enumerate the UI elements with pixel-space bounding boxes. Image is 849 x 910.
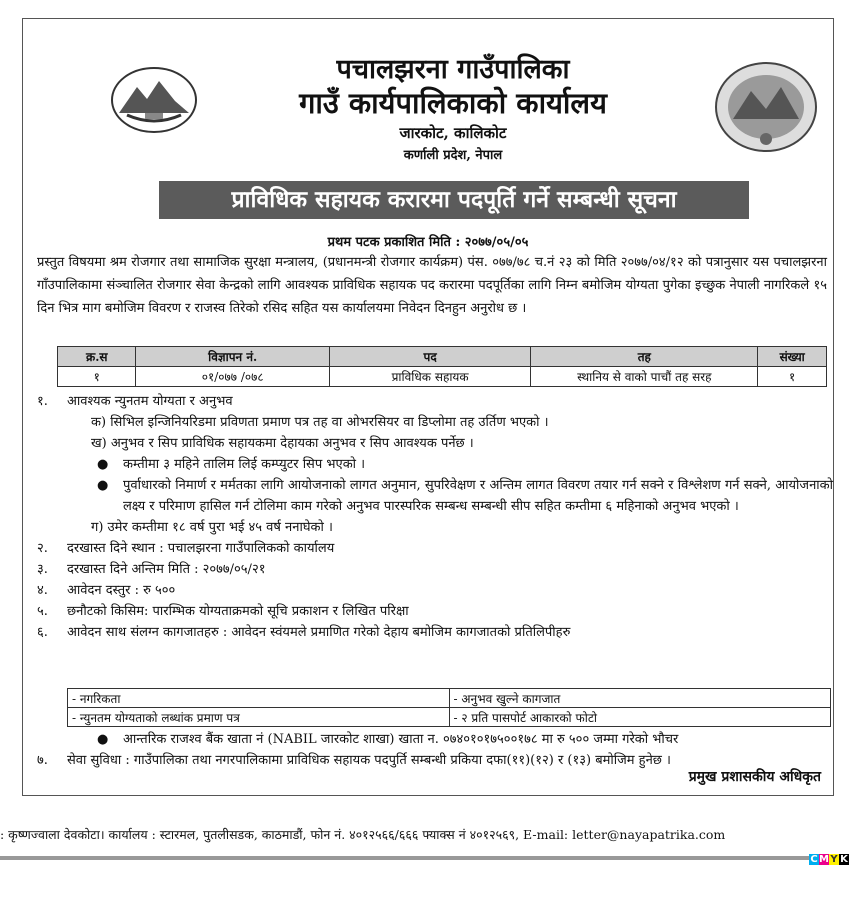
office-location: जारकोट, कालिकोट (399, 124, 507, 142)
footer-divider (0, 856, 849, 860)
table-row (68, 689, 831, 708)
item-number: ६. (37, 625, 48, 640)
cell-ad-number: ०१/०७७ /०७८ (136, 367, 329, 387)
documents-table (67, 688, 831, 727)
list-item (37, 559, 833, 580)
signature-title: प्रमुख प्रशासकीय अधिकृत (688, 769, 821, 785)
doc-cell: - नगरिकता (68, 689, 450, 708)
cmyk-c: C (810, 854, 818, 865)
item-text: आवश्यक न्युनतम योग्यता र अनुभव (67, 394, 233, 409)
table-row (68, 708, 831, 727)
cmyk-y: Y (830, 854, 838, 865)
col-count: संख्या (758, 347, 827, 367)
item-number: ७. (37, 753, 48, 768)
col-post: पद (329, 347, 530, 367)
item-text: छनौटको किसिम: पारम्भिक योग्यताक्रमको सूचि प्रकाशन र लिखित परिक्षा (67, 604, 409, 619)
item-number: १. (37, 394, 48, 409)
notice (22, 18, 834, 796)
bullet-text: कम्तीमा ३ महिने तालिम लिई कम्प्युटर सिप भएको । (123, 457, 366, 472)
item-text: आवेदन साथ संलग्न कागजातहरु : आवेदन स्वंयमले प्रमाणित गरेको देहाय बमोजिम कागजातको प्रतिलिपीहरु (67, 625, 571, 640)
list-item (37, 580, 833, 601)
bullet-item (97, 475, 833, 517)
item-number: ४. (37, 583, 48, 598)
item-text: आवेदन दस्तुर : रु ५०० (67, 583, 176, 598)
posts-table (57, 346, 827, 387)
cmyk-m: M (819, 854, 829, 865)
item-text: दरखास्त दिने अन्तिम मिति : २०७७/०५/२१ (67, 562, 266, 577)
bullet-icon: ● (97, 732, 109, 747)
cell-level: स्थानिय से वाको पाचौं तह सरह (531, 367, 758, 387)
notice-title: प्राविधिक सहायक करारमा पदपूर्ति गर्ने सम्बन्धी सूचना (159, 181, 749, 219)
doc-cell: - न्युनतम योग्यताको लब्धांक प्रमाण पत्र (68, 708, 450, 727)
municipality-name: पचालझरना गाउँपालिका (336, 54, 570, 85)
list-item (37, 391, 833, 412)
sub-item: ख) अनुभव र सिप प्राविधिक सहायकमा देहायका अनुभव र सिप आवश्यक पर्नेछ । (91, 436, 474, 451)
bullet-item (97, 729, 833, 750)
cmyk-k: K (840, 854, 848, 865)
col-level: तह (531, 347, 758, 367)
intro-paragraph: प्रस्तुत विषयमा श्रम रोजगार तथा सामाजिक सुरक्षा मन्त्रालय, (प्रधानमन्त्री रोजगार कार्यक्रम) पंस. ०७७/७८ च.नं २३ को मिति २०७७/०४/१२ को पत्रानुसार यस पचालझरना गाँउपालिकामा संञ्चालित रोजगार सेवा केन्द्रको लागि आवश्यक प्राविधिक सहायक पद करारमा पदपूर्तिका लागि निम्न बमोजिम योग्यता पुगेका इच्छुक नेपाली नागरिकले १५ दिन भित्र माग बमोजिम विवरण र राजस्व तिरेको रसिद सहित यस कार्यालयमा निवेदन दिनहुन अनुरोध छ । (37, 255, 827, 316)
cell-serial: १ (58, 367, 136, 387)
item-number: ३. (37, 562, 48, 577)
cell-post: प्राविधिक सहायक (329, 367, 530, 387)
sub-item: क) सिभिल इन्जिनियरिडमा प्रविणता प्रमाण पत्र तह वा ओभरसियर वा डिप्लोमा तह उर्तिण भएको । (91, 415, 549, 430)
col-serial: क्र.स (58, 347, 136, 367)
cell-count: १ (758, 367, 827, 387)
bullet-icon: ● (97, 478, 109, 493)
item-text: दरखास्त दिने स्थान : पचालझरना गाउँपालिकको कार्यालय (67, 541, 335, 556)
table-row (58, 367, 827, 387)
list-item (37, 601, 833, 622)
item-number: ५. (37, 604, 48, 619)
table-header-row (58, 347, 827, 367)
bullet-icon: ● (97, 457, 109, 472)
col-ad-number: विज्ञापन नं. (136, 347, 329, 367)
list-item (37, 538, 833, 559)
final-section (37, 729, 833, 771)
item-text: सेवा सुविधा : गाउँपालिका तथा नगरपालिकामा प्राविधिक सहायक पदपुर्ति सम्बन्धी प्रकिया दफा(११)(१२) र (१३) बमोजिम हुनेछ । (67, 753, 671, 768)
office-name: गाउँ कार्यपालिकाको कार्यालय (299, 86, 607, 120)
newspaper-footer: : कृष्णज्वाला देवकोटा। कार्यालय : स्टारमल, पुतलीसडक, काठमाडौं, फोन नं. ४०१२५६६/६६६ फ्याक्स नं ४०१२५६९, E-mail: letter@nayapatrika.com (0, 827, 726, 842)
list-item (37, 622, 833, 643)
sub-item: ग) उमेर कम्तीमा १८ वर्ष पुरा भई ४५ वर्ष ननाघेको । (91, 520, 333, 535)
province-country: कर्णाली प्रदेश, नेपाल (403, 148, 503, 163)
item-number: २. (37, 541, 48, 556)
bullet-text: आन्तरिक राजश्व बैंक खाता नं (NABIL जारकोट शाखा) खाता न. ०७४०१०१७५००१७८ मा रु ५०० जम्मा गरेको भौचर (123, 732, 679, 747)
doc-cell: - अनुभव खुल्ने कागजात (449, 689, 831, 708)
doc-cell: - २ प्रति पासपोर्ट आकारको फोटो (449, 708, 831, 727)
bullet-item (97, 454, 833, 475)
publish-date: प्रथम पटक प्रकाशित मिति : २०७७/०५/०५ (327, 235, 529, 250)
requirements-section (37, 391, 833, 643)
bullet-text: पुर्वाधारको निमार्ण र मर्मतका लागि आयोजनाको लागत अनुमान, सुपरिवेक्षण र अन्तिम लागत विवरण तयार गर्न सक्ने र विश्लेशण गर्न सक्ने, आयोजनाको लक्ष्य र परिमाण हासिल गर्न टोलिमा काम गरेको अनुभव पारस्परिक सम्बन्ध सम्बन्धी सीप सहित कम्तीमा ६ महिनाको अनुभव भएको । (123, 478, 833, 514)
cmyk-marks (809, 854, 849, 865)
